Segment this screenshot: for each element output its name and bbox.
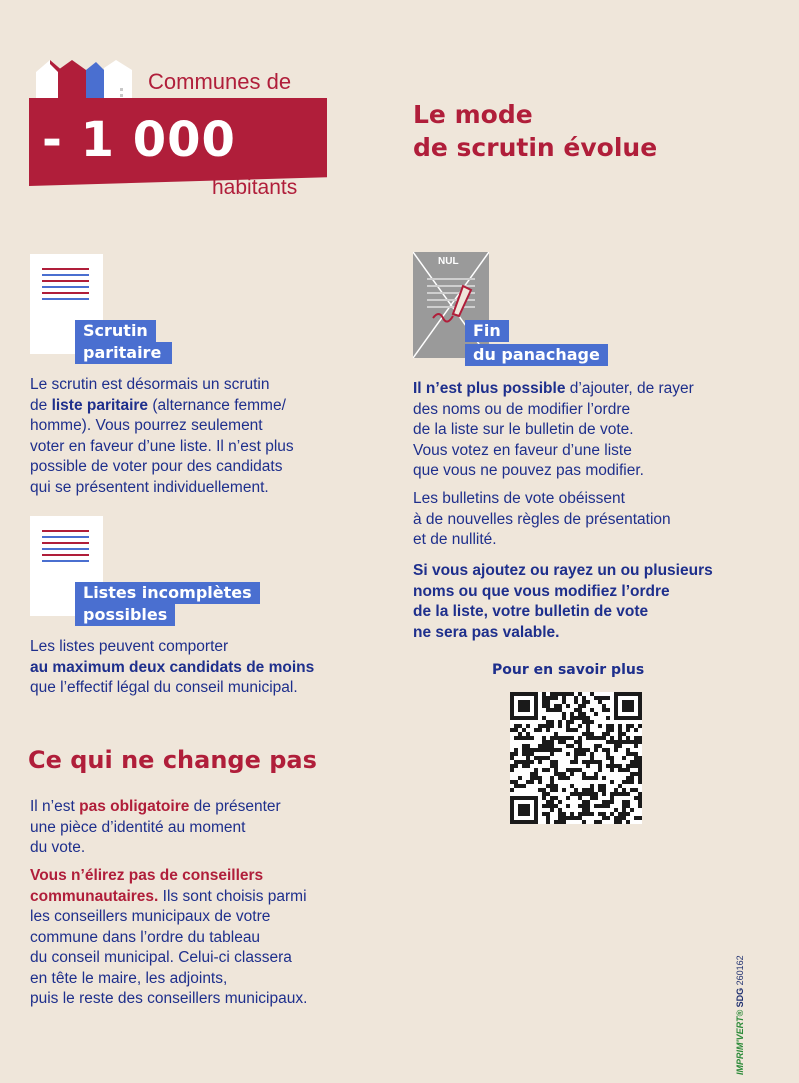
page-title xyxy=(413,98,657,164)
unchanged-paragraph-1: Il n’est pas obligatoire de présenter une pièce d’identité au moment du vote. xyxy=(30,798,281,856)
badge-panachage-line2: du panachage xyxy=(465,344,608,366)
unchanged-title: Ce qui ne change pas xyxy=(28,746,317,774)
panachage-paragraph-1: Il n’est plus possible d’ajouter, de rayer des noms ou de modifier l’ordre de la liste sur le bulletin de vote. Vous votez en faveur d’une liste que vous ne pouvez pas modifier. xyxy=(413,380,694,479)
badge-listes-line2: possibles xyxy=(75,604,175,626)
scrutin-paragraph: Le scrutin est désormais un scrutin de liste paritaire (alternance femme/ homme). Vous pourrez seulement voter en faveur d’une liste. Il n’est plus possible de voter pour des candidats qui se présentent individuellement. xyxy=(30,376,294,496)
badge-listes-line1: Listes incomplètes xyxy=(75,582,260,604)
more-info-label: Pour en savoir plus xyxy=(492,662,645,678)
title-line-2: de scrutin évolue xyxy=(413,133,658,162)
unchanged-paragraph-2: Vous n’élirez pas de conseillers communautaires. Ils sont choisis parmi les conseillers municipaux de votre commune dans l’ordre du tableau du conseil municipal. Celui-ci classera en tête le maire, les adjoints, puis le reste des conseillers municipaux. xyxy=(30,867,308,1007)
title-line-1: Le mode xyxy=(413,100,533,129)
panachage-paragraph-3: Si vous ajoutez ou rayez un ou plusieurs noms ou que vous modifiez l’ordre de la liste, votre bulletin de vote ne sera pas valable. xyxy=(413,562,713,641)
habitants-label: habitants xyxy=(212,176,298,199)
badge-scrutin-line2: paritaire xyxy=(75,342,172,364)
panachage-paragraph-2: Les bulletins de vote obéissent à de nouvelles règles de présentation et de nullité. xyxy=(413,490,671,548)
void-ballot-icon xyxy=(413,252,489,358)
badge-scrutin-line1: Scrutin xyxy=(75,320,156,342)
qr-code[interactable] xyxy=(510,692,642,824)
badge-panachage-line1: Fin xyxy=(465,320,509,342)
imprim-vert-label: IMPRIM'VERT® SDG 260162 xyxy=(735,955,745,1075)
communes-label: Communes de xyxy=(148,69,292,94)
listes-paragraph: Les listes peuvent comporter au maximum deux candidats de moins que l’effectif légal du conseil municipal. xyxy=(30,638,315,696)
nul-label: NUL xyxy=(438,256,459,267)
population-number: - 1 000 xyxy=(42,112,236,168)
